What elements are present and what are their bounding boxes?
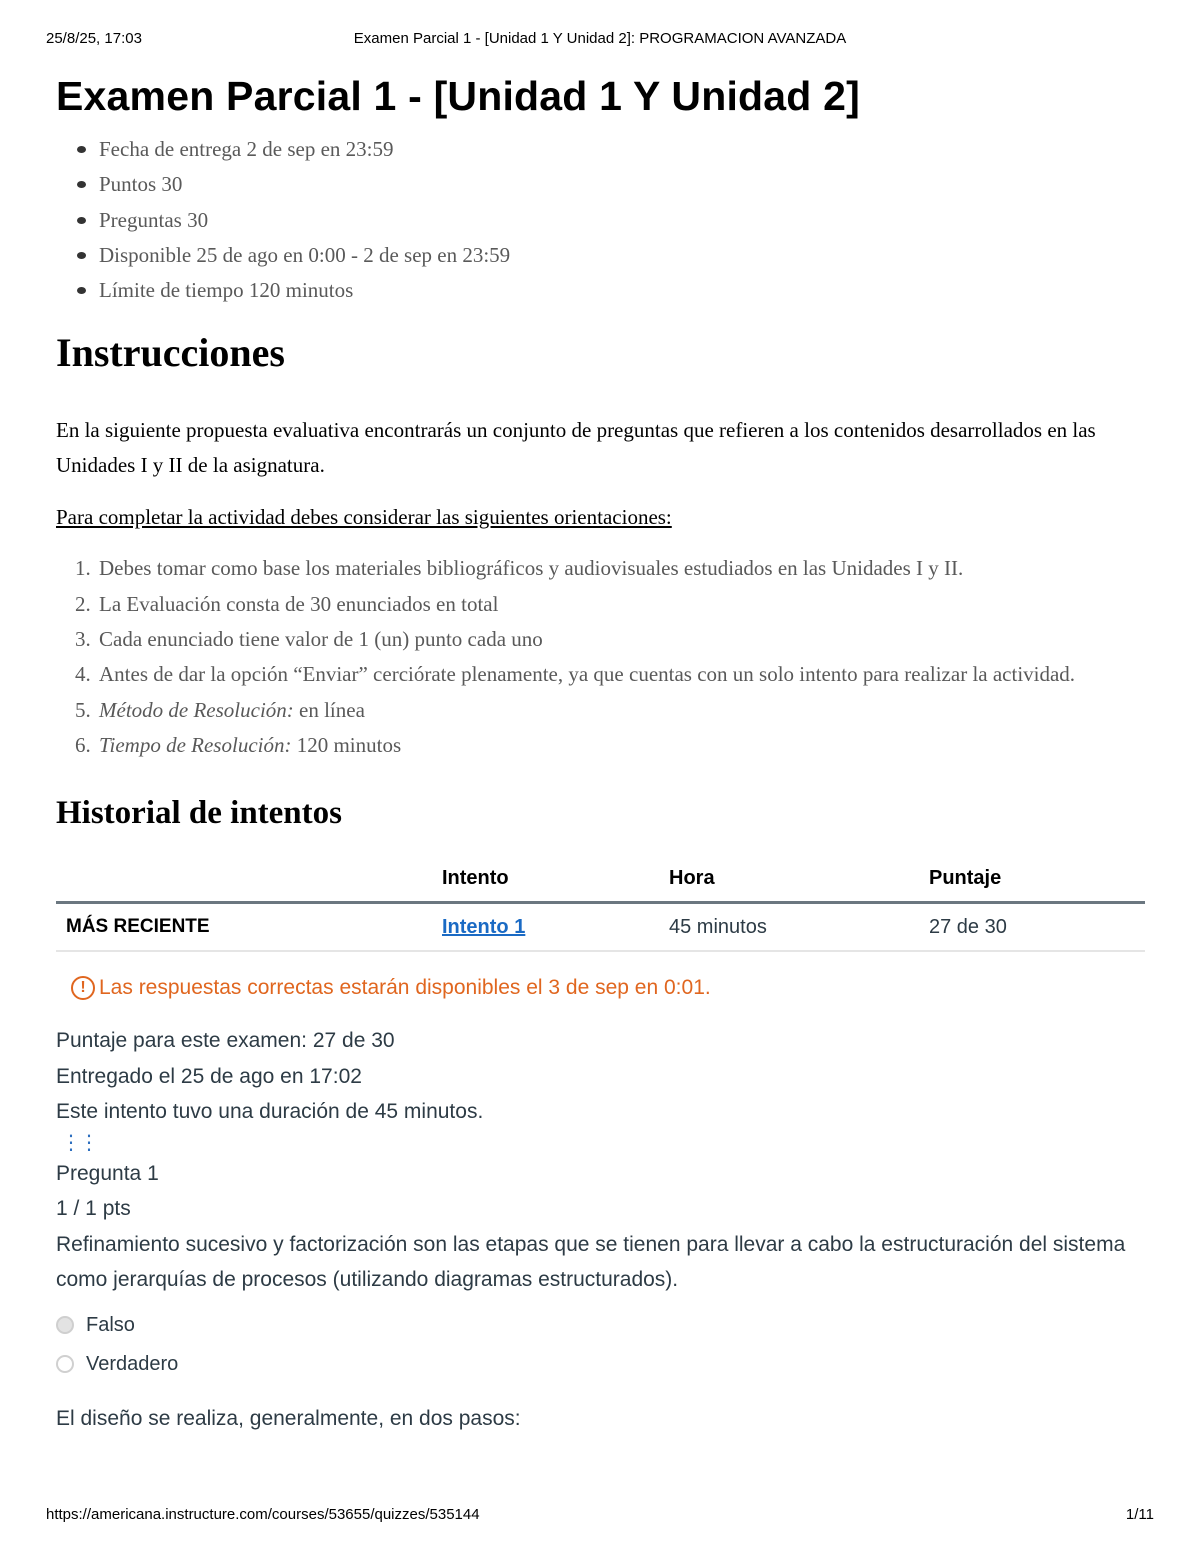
attempt-duration: Este intento tuvo una duración de 45 minutos. — [56, 1100, 484, 1124]
answer-option-falso[interactable] — [56, 1306, 1146, 1345]
question-label: Pregunta 1 — [56, 1161, 159, 1185]
step-item: 4. Antes de dar la opción “Enviar” cerciórate plenamente, ya que cuentas con un solo intento para realizar la actividad. — [75, 662, 1076, 687]
attempt-score: 27 de 30 — [929, 903, 1145, 952]
attempt-summary — [56, 1023, 1146, 1130]
column-header-status — [56, 855, 442, 903]
attempt-history-heading: Historial de intentos — [56, 795, 342, 832]
alert-circle-icon: ! — [71, 976, 95, 1000]
answers-availability-notice — [71, 974, 1146, 1002]
question-points: 1 / 1 pts — [56, 1197, 131, 1221]
submitted-at: Entregado el 25 de ago en 17:02 — [56, 1064, 362, 1088]
exam-details-list — [56, 132, 1146, 308]
column-header-attempt: Intento — [442, 855, 669, 903]
print-footer — [46, 1506, 1154, 1526]
step-item: 5. Método de Resolución: en línea — [75, 697, 365, 722]
answer-label: Verdadero — [86, 1352, 179, 1375]
instructions-heading: Instrucciones — [56, 330, 285, 376]
attempt-status: MÁS RECIENTE — [56, 903, 442, 952]
next-question-text: El diseño se realiza, generalmente, en dos pasos: — [56, 1406, 521, 1430]
detail-time-limit: Límite de tiempo 120 minutos — [56, 273, 1146, 308]
attempt-time: 45 minutos — [669, 903, 929, 952]
drag-handle-icon[interactable]: ⋮⋮ — [61, 1131, 97, 1154]
step-label: Método de Resolución: — [99, 697, 294, 722]
column-header-time: Hora — [669, 855, 929, 903]
print-url: https://americana.instructure.com/courses/53655/quizzes/535144 — [46, 1506, 480, 1523]
column-header-score: Puntaje — [929, 855, 1145, 903]
answer-label: Falso — [86, 1313, 135, 1336]
detail-points: Puntos 30 — [56, 167, 1146, 202]
page-title: Examen Parcial 1 - [Unidad 1 Y Unidad 2] — [56, 73, 860, 119]
notice-text: Las respuestas correctas estarán disponibles el 3 de sep en 0:01. — [99, 976, 711, 1000]
step-item: 2. La Evaluación consta de 30 enunciados en total — [75, 591, 499, 616]
attempt-cell — [442, 903, 669, 952]
instructions-steps — [56, 551, 1146, 763]
step-item: 3. Cada enunciado tiene valor de 1 (un) punto cada uno — [75, 627, 543, 652]
page-content — [56, 70, 1146, 1436]
table-header-row — [56, 855, 1145, 903]
detail-questions: Preguntas 30 — [56, 203, 1146, 238]
radio-unselected[interactable] — [56, 1355, 74, 1373]
page-number: 1/11 — [1125, 1506, 1154, 1523]
question-text: Refinamiento sucesivo y factorización son las etapas que se tienen para llevar a cabo la estructuración del sistema como jerarquías de procesos (utilizando diagramas estructurados). — [56, 1232, 1126, 1292]
print-datetime: 25/8/25, 17:03 — [46, 30, 142, 47]
exam-score: Puntaje para este examen: 27 de 30 — [56, 1029, 395, 1053]
print-document-title: Examen Parcial 1 - [Unidad 1 Y Unidad 2]: PROGRAMACION AVANZADA — [353, 30, 847, 47]
answer-option-verdadero[interactable] — [56, 1345, 1146, 1384]
step-label: Tiempo de Resolución: — [99, 732, 292, 757]
answer-options — [56, 1306, 1146, 1384]
detail-due-date: Fecha de entrega 2 de sep en 23:59 — [56, 132, 1146, 167]
attempt-link[interactable]: Intento 1 — [442, 915, 526, 938]
step-item: 6. Tiempo de Resolución: 120 minutos — [75, 732, 402, 757]
orientations-heading: Para completar la actividad debes considerar las siguientes orientaciones: — [56, 505, 672, 530]
instructions-intro: En la siguiente propuesta evaluativa encontrarás un conjunto de preguntas que refieren a los contenidos desarrollados en las Unidades I y II de la asignatura. — [56, 418, 1096, 478]
question-1 — [56, 1156, 1146, 1384]
print-header — [46, 30, 1154, 50]
detail-availability: Disponible 25 de ago en 0:00 - 2 de sep en 23:59 — [56, 238, 1146, 273]
table-row — [56, 903, 1145, 952]
step-item: 1. Debes tomar como base los materiales bibliográficos y audiovisuales estudiados en las Unidades I y II. — [75, 556, 964, 581]
radio-selected[interactable] — [56, 1316, 74, 1334]
attempt-history-table — [56, 855, 1145, 952]
